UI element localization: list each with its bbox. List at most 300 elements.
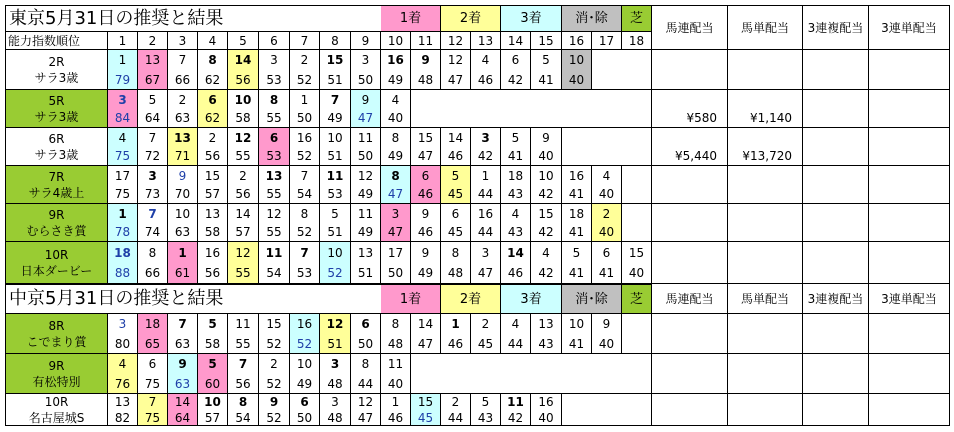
empty-cell xyxy=(592,354,622,394)
horse-number: 4 xyxy=(108,354,138,374)
horse-number: 10 xyxy=(531,166,562,185)
horse-number: 11 xyxy=(501,394,531,410)
horse-number: 1 xyxy=(108,204,138,223)
index-score: 45 xyxy=(471,334,501,354)
index-score: 49 xyxy=(351,223,381,242)
index-score: 40 xyxy=(592,334,622,354)
index-score: 47 xyxy=(381,185,411,204)
index-score: 41 xyxy=(562,185,592,204)
race-name: こでまり賞 xyxy=(26,334,87,349)
index-score: 51 xyxy=(320,223,351,242)
index-score: 53 xyxy=(259,147,290,166)
horse-number: 8 xyxy=(198,50,228,70)
horse-number: 1 xyxy=(290,90,320,109)
index-score: 40 xyxy=(531,410,562,426)
index-score: 53 xyxy=(259,70,290,90)
payout-value xyxy=(728,394,803,426)
horse-number: 12 xyxy=(259,204,290,223)
index-score: 41 xyxy=(562,334,592,354)
legend-third: 3着 xyxy=(501,5,562,32)
payout-header: 馬連配当 xyxy=(652,5,728,50)
horse-number: 1 xyxy=(168,242,198,263)
race-label xyxy=(5,204,108,242)
horse-number: 16 xyxy=(471,204,501,223)
horse-number: 1 xyxy=(441,314,471,334)
payout-value xyxy=(869,314,950,354)
horse-number: 2 xyxy=(290,50,320,70)
horse-number: 18 xyxy=(108,242,138,263)
horse-number: 8 xyxy=(259,90,290,109)
horse-number: 4 xyxy=(471,50,501,70)
empty-cell xyxy=(531,90,562,128)
index-score: 63 xyxy=(168,374,198,394)
horse-number: 12 xyxy=(320,314,351,334)
horse-number: 6 xyxy=(351,314,381,334)
index-score: 75 xyxy=(108,185,138,204)
horse-number: 14 xyxy=(501,242,531,263)
index-score: 54 xyxy=(259,263,290,284)
index-score: 50 xyxy=(351,147,381,166)
race-label xyxy=(5,242,108,284)
index-score: 47 xyxy=(411,334,441,354)
payout-value xyxy=(728,166,803,204)
horse-number: 11 xyxy=(259,242,290,263)
race-name: サラ3歳 xyxy=(34,109,79,124)
horse-number: 9 xyxy=(168,166,198,185)
payout-value: ¥1,140 xyxy=(728,90,803,128)
race-number: 10R xyxy=(44,394,69,409)
index-score: 49 xyxy=(351,185,381,204)
legend-first: 1着 xyxy=(381,5,441,32)
index-score: 51 xyxy=(351,263,381,284)
horse-number: 7 xyxy=(168,314,198,334)
payout-value xyxy=(803,166,869,204)
horse-number: 16 xyxy=(531,394,562,410)
index-score: 46 xyxy=(411,185,441,204)
index-score: 76 xyxy=(108,374,138,394)
payout-value xyxy=(652,242,728,284)
horse-number: 6 xyxy=(290,394,320,410)
rank-number: 7 xyxy=(290,32,320,50)
empty-cell xyxy=(622,166,652,204)
empty-cell xyxy=(411,354,441,394)
rank-number: 3 xyxy=(168,32,198,50)
horse-number: 2 xyxy=(592,204,622,223)
horse-number: 5 xyxy=(562,242,592,263)
horse-number: 5 xyxy=(531,50,562,70)
race-name: むらさき賞 xyxy=(26,223,87,238)
race-label xyxy=(5,90,108,128)
race-number: 6R xyxy=(48,131,65,146)
horse-number: 3 xyxy=(138,166,168,185)
index-score: 52 xyxy=(259,374,290,394)
index-score: 55 xyxy=(228,263,259,284)
horse-number: 8 xyxy=(351,354,381,374)
index-score: 41 xyxy=(562,223,592,242)
horse-number: 5 xyxy=(198,314,228,334)
horse-number: 8 xyxy=(228,394,259,410)
index-score: 58 xyxy=(198,334,228,354)
payout-value: ¥13,720 xyxy=(728,128,803,166)
horse-number: 17 xyxy=(381,242,411,263)
payout-value: ¥5,440 xyxy=(652,128,728,166)
index-score: 42 xyxy=(471,147,501,166)
rank-header-label: 能力指数順位 xyxy=(5,32,108,50)
legend-turf: 芝 xyxy=(622,5,652,32)
race-label xyxy=(5,314,108,354)
horse-number: 15 xyxy=(411,394,441,410)
index-score: 58 xyxy=(198,223,228,242)
horse-number: 3 xyxy=(471,242,501,263)
empty-cell xyxy=(622,204,652,242)
payout-value xyxy=(869,166,950,204)
index-score: 66 xyxy=(168,70,198,90)
horse-number: 3 xyxy=(381,204,411,223)
horse-number: 14 xyxy=(411,314,441,334)
horse-number: 7 xyxy=(290,166,320,185)
index-score: 61 xyxy=(168,263,198,284)
horse-number: 9 xyxy=(259,394,290,410)
horse-number: 1 xyxy=(381,394,411,410)
horse-number: 15 xyxy=(198,166,228,185)
rank-number: 8 xyxy=(320,32,351,50)
index-score: 44 xyxy=(471,185,501,204)
index-score: 40 xyxy=(592,223,622,242)
horse-number: 7 xyxy=(168,50,198,70)
empty-cell xyxy=(501,354,531,394)
index-score: 62 xyxy=(198,70,228,90)
horse-number: 13 xyxy=(531,314,562,334)
index-score: 50 xyxy=(381,263,411,284)
rank-number: 6 xyxy=(259,32,290,50)
index-score: 60 xyxy=(198,374,228,394)
rank-number: 16 xyxy=(562,32,592,50)
section-title: 中京5月31日の推奨と結果 xyxy=(5,284,381,314)
race-number: 9R xyxy=(48,207,65,222)
index-score: 48 xyxy=(320,374,351,394)
index-score: 44 xyxy=(441,410,471,426)
index-score: 54 xyxy=(228,410,259,426)
race-name: 日本ダービー xyxy=(20,263,93,278)
horse-number: 10 xyxy=(320,128,351,147)
empty-cell xyxy=(592,394,622,426)
index-score: 47 xyxy=(441,70,471,90)
race-number: 7R xyxy=(48,169,65,184)
index-score: 54 xyxy=(290,185,320,204)
index-score: 75 xyxy=(138,374,168,394)
horse-number: 14 xyxy=(228,50,259,70)
index-score: 42 xyxy=(531,185,562,204)
horse-number: 9 xyxy=(168,354,198,374)
index-score: 67 xyxy=(138,70,168,90)
index-score: 82 xyxy=(108,410,138,426)
index-score: 43 xyxy=(501,223,531,242)
index-score: 63 xyxy=(168,109,198,128)
payout-value xyxy=(728,50,803,90)
empty-cell xyxy=(622,90,652,128)
horse-number: 2 xyxy=(259,354,290,374)
legend-third: 3着 xyxy=(501,284,562,314)
index-score: 78 xyxy=(108,223,138,242)
payout-value xyxy=(728,314,803,354)
horse-number: 15 xyxy=(531,204,562,223)
index-score: 49 xyxy=(381,70,411,90)
index-score: 62 xyxy=(198,109,228,128)
rank-number: 17 xyxy=(592,32,622,50)
index-score: 42 xyxy=(531,263,562,284)
index-score: 44 xyxy=(471,223,501,242)
index-score: 49 xyxy=(290,374,320,394)
horse-number: 10 xyxy=(562,50,592,70)
index-score: 55 xyxy=(259,109,290,128)
race-number: 9R xyxy=(48,358,65,373)
payout-value xyxy=(803,204,869,242)
payout-value xyxy=(869,128,950,166)
index-score: 74 xyxy=(138,223,168,242)
horse-number: 2 xyxy=(471,314,501,334)
empty-cell xyxy=(592,50,622,90)
index-score: 57 xyxy=(198,185,228,204)
index-score: 55 xyxy=(259,223,290,242)
empty-cell xyxy=(562,128,592,166)
index-score: 48 xyxy=(411,70,441,90)
rank-number: 14 xyxy=(501,32,531,50)
horse-number: 4 xyxy=(381,90,411,109)
payout-header: 馬単配当 xyxy=(728,5,803,50)
horse-number: 3 xyxy=(320,354,351,374)
empty-cell xyxy=(501,90,531,128)
index-score: 53 xyxy=(290,263,320,284)
payout-value xyxy=(803,314,869,354)
legend-scratch: 消･除 xyxy=(562,5,622,32)
horse-number: 18 xyxy=(138,314,168,334)
index-score: 64 xyxy=(138,109,168,128)
payout-value xyxy=(803,394,869,426)
race-label xyxy=(5,128,108,166)
index-score: 48 xyxy=(320,410,351,426)
rank-number: 5 xyxy=(228,32,259,50)
horse-number: 8 xyxy=(381,166,411,185)
index-score: 48 xyxy=(381,334,411,354)
horse-number: 3 xyxy=(108,90,138,109)
index-score: 41 xyxy=(501,147,531,166)
index-score: 40 xyxy=(592,185,622,204)
index-score: 46 xyxy=(441,147,471,166)
horse-number: 15 xyxy=(622,242,652,263)
horse-number: 9 xyxy=(351,90,381,109)
horse-number: 16 xyxy=(381,50,411,70)
index-score: 52 xyxy=(259,334,290,354)
index-score: 75 xyxy=(108,147,138,166)
horse-number: 8 xyxy=(381,314,411,334)
index-score: 49 xyxy=(411,263,441,284)
payout-header: 3連単配当 xyxy=(869,284,950,314)
index-score: 84 xyxy=(108,109,138,128)
race-name: サラ4歳上 xyxy=(28,185,85,200)
race-label xyxy=(5,50,108,90)
index-score: 40 xyxy=(622,263,652,284)
horse-number: 4 xyxy=(501,204,531,223)
index-score: 64 xyxy=(168,410,198,426)
index-score: 53 xyxy=(320,185,351,204)
empty-cell xyxy=(622,50,652,90)
race-label xyxy=(5,394,108,426)
horse-number: 12 xyxy=(228,242,259,263)
horse-number: 14 xyxy=(168,394,198,410)
rank-number: 4 xyxy=(198,32,228,50)
empty-cell xyxy=(622,354,652,394)
index-score: 57 xyxy=(228,223,259,242)
rank-number: 10 xyxy=(381,32,411,50)
legend-scratch: 消･除 xyxy=(562,284,622,314)
horse-number: 9 xyxy=(411,50,441,70)
index-score: 71 xyxy=(168,147,198,166)
rank-number: 18 xyxy=(622,32,652,50)
horse-number: 10 xyxy=(168,204,198,223)
index-score: 42 xyxy=(501,70,531,90)
horse-number: 12 xyxy=(228,128,259,147)
race-name: サラ3歳 xyxy=(34,147,79,162)
index-score: 80 xyxy=(108,334,138,354)
horse-number: 17 xyxy=(108,166,138,185)
index-score: 56 xyxy=(198,263,228,284)
index-score: 75 xyxy=(138,410,168,426)
horse-number: 8 xyxy=(138,242,168,263)
index-score: 42 xyxy=(501,410,531,426)
horse-number: 6 xyxy=(411,166,441,185)
index-score: 40 xyxy=(562,70,592,90)
index-score: 58 xyxy=(228,109,259,128)
race-label xyxy=(5,166,108,204)
legend-second: 2着 xyxy=(441,5,501,32)
rank-number: 1 xyxy=(108,32,138,50)
index-score: 51 xyxy=(320,147,351,166)
payout-value xyxy=(728,204,803,242)
payout-value xyxy=(869,354,950,394)
horse-number: 16 xyxy=(198,242,228,263)
index-score: 45 xyxy=(441,223,471,242)
index-score: 51 xyxy=(320,334,351,354)
horse-number: 14 xyxy=(228,204,259,223)
rank-number: 12 xyxy=(441,32,471,50)
horse-number: 7 xyxy=(228,354,259,374)
index-score: 52 xyxy=(290,334,320,354)
empty-cell xyxy=(471,90,501,128)
index-score: 55 xyxy=(228,147,259,166)
rank-number: 9 xyxy=(351,32,381,50)
payout-value xyxy=(869,242,950,284)
horse-number: 5 xyxy=(501,128,531,147)
index-score: 55 xyxy=(228,334,259,354)
horse-number: 11 xyxy=(381,354,411,374)
index-score: 40 xyxy=(531,147,562,166)
payout-value xyxy=(803,128,869,166)
index-score: 63 xyxy=(168,223,198,242)
index-score: 52 xyxy=(259,410,290,426)
horse-number: 10 xyxy=(320,242,351,263)
index-score: 42 xyxy=(531,223,562,242)
empty-cell xyxy=(622,394,652,426)
horse-number: 4 xyxy=(592,166,622,185)
payout-value xyxy=(652,314,728,354)
horse-number: 7 xyxy=(138,128,168,147)
horse-number: 7 xyxy=(290,242,320,263)
index-score: 56 xyxy=(198,147,228,166)
horse-number: 4 xyxy=(531,242,562,263)
horse-number: 10 xyxy=(562,314,592,334)
race-number: 2R xyxy=(48,54,65,69)
empty-cell xyxy=(562,394,592,426)
horse-number: 18 xyxy=(501,166,531,185)
index-score: 46 xyxy=(381,410,411,426)
horse-number: 12 xyxy=(351,394,381,410)
horse-number: 12 xyxy=(441,50,471,70)
index-score: 55 xyxy=(259,185,290,204)
index-score: 57 xyxy=(198,410,228,426)
horse-number: 6 xyxy=(592,242,622,263)
horse-number: 18 xyxy=(562,204,592,223)
race-name: 有松特別 xyxy=(32,374,81,389)
empty-cell xyxy=(411,90,441,128)
horse-number: 5 xyxy=(138,90,168,109)
empty-cell xyxy=(471,354,501,394)
horse-number: 16 xyxy=(562,166,592,185)
index-score: 73 xyxy=(138,185,168,204)
race-name: サラ3歳 xyxy=(34,70,79,85)
index-score: 40 xyxy=(381,109,411,128)
index-score: 45 xyxy=(441,185,471,204)
horse-number: 2 xyxy=(168,90,198,109)
payout-value xyxy=(803,354,869,394)
horse-number: 1 xyxy=(471,166,501,185)
horse-number: 4 xyxy=(501,314,531,334)
horse-number: 5 xyxy=(320,204,351,223)
legend-first: 1着 xyxy=(381,284,441,314)
index-score: 50 xyxy=(290,410,320,426)
race-name: 名古屋城S xyxy=(28,410,85,425)
payout-value xyxy=(728,354,803,394)
horse-number: 15 xyxy=(259,314,290,334)
horse-number: 11 xyxy=(320,166,351,185)
horse-number: 5 xyxy=(471,394,501,410)
horse-number: 11 xyxy=(351,128,381,147)
payout-value: ¥580 xyxy=(652,90,728,128)
payout-header: 3連単配当 xyxy=(869,5,950,50)
payout-value xyxy=(803,50,869,90)
index-score: 56 xyxy=(228,374,259,394)
empty-cell xyxy=(562,354,592,394)
horse-number: 6 xyxy=(441,204,471,223)
payout-value xyxy=(652,204,728,242)
horse-number: 9 xyxy=(411,204,441,223)
horse-number: 11 xyxy=(228,314,259,334)
index-score: 52 xyxy=(290,70,320,90)
index-score: 56 xyxy=(228,185,259,204)
payout-value xyxy=(803,90,869,128)
empty-cell xyxy=(531,354,562,394)
index-score: 46 xyxy=(441,334,471,354)
horse-number: 13 xyxy=(259,166,290,185)
horse-number: 7 xyxy=(138,394,168,410)
horse-number: 6 xyxy=(259,128,290,147)
index-score: 43 xyxy=(471,410,501,426)
race-number: 10R xyxy=(44,247,69,262)
race-number: 5R xyxy=(48,93,65,108)
index-score: 49 xyxy=(320,109,351,128)
index-score: 56 xyxy=(228,70,259,90)
horse-number: 2 xyxy=(198,128,228,147)
index-score: 50 xyxy=(351,70,381,90)
